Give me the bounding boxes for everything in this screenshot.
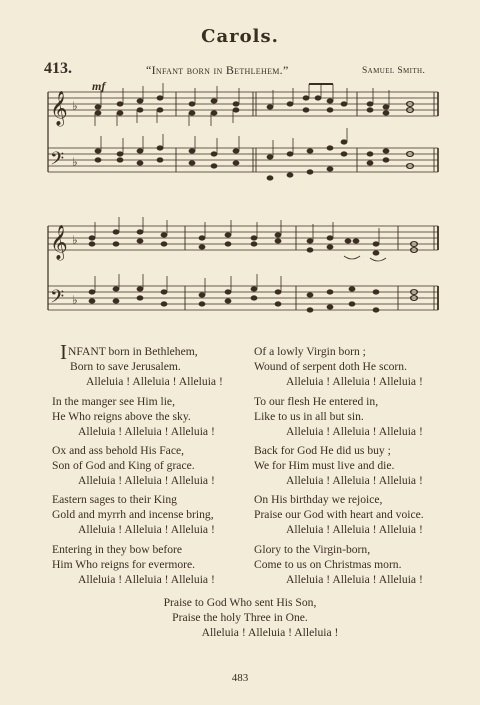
verse-line: Wound of serpent doth He scorn. <box>254 360 407 374</box>
treble-clef: 𝄞 <box>50 91 68 126</box>
hymn-title: “Infant born in Bethlehem.” <box>146 63 289 77</box>
verse-2 <box>52 394 215 440</box>
verse-refrain: Alleluia ! Alleluia ! Alleluia ! <box>286 375 423 389</box>
verse-refrain: Alleluia ! Alleluia ! Alleluia ! <box>286 425 423 439</box>
doxology <box>0 595 480 641</box>
verse-4 <box>52 492 215 538</box>
verse-line: Praise our God with heart and voice. <box>254 508 424 522</box>
page-number: 483 <box>231 672 249 684</box>
verse-line: He Who reigns above the sky. <box>52 410 191 424</box>
bass-staff <box>48 148 438 172</box>
hymn-number: 413. <box>44 60 72 77</box>
verse-line: In the manger see Him lie, <box>52 395 175 408</box>
verse-10 <box>254 542 423 588</box>
running-head: Carols. <box>201 26 279 47</box>
music-system-2 <box>0 212 480 324</box>
verse-line: Ox and ass behold His Face, <box>52 444 185 457</box>
verse-refrain: Alleluia ! Alleluia ! Alleluia ! <box>78 474 215 488</box>
verse-line: Gold and myrrh and incense bring, <box>52 508 214 522</box>
doxology-refrain: Alleluia ! Alleluia ! Alleluia ! <box>201 626 339 640</box>
verse-line: Entering in they bow before <box>52 543 183 556</box>
verse-5 <box>52 542 215 588</box>
verse-1 <box>60 340 223 390</box>
verse-line: Of a lowly Virgin born ; <box>254 345 366 358</box>
doxology-line: Praise to God Who sent His Son, <box>163 596 317 609</box>
dynamic-marking: mf <box>92 79 106 93</box>
bass-clef: 𝄢 <box>50 149 65 174</box>
verse-refrain: Alleluia ! Alleluia ! Alleluia ! <box>286 523 423 537</box>
verse-line: Eastern sages to their King <box>52 493 177 506</box>
verse-line: Him Who reigns for evermore. <box>52 558 196 572</box>
verse-line: On His birthday we rejoice, <box>254 493 383 506</box>
key-signature: ♭ <box>72 155 78 169</box>
verse-line: Born to save Jerusalem. <box>70 360 181 374</box>
drop-cap: I <box>60 340 67 364</box>
verse-refrain: Alleluia ! Alleluia ! Alleluia ! <box>286 474 423 488</box>
verse-line: Back for God He did us buy ; <box>254 444 391 457</box>
barlines <box>48 226 438 310</box>
key-signature: ♭ <box>72 99 78 113</box>
treble-staff <box>48 92 438 116</box>
verse-6 <box>254 344 423 390</box>
verse-line: Come to us on Christmas morn. <box>254 558 402 572</box>
bass-staff <box>48 286 438 310</box>
verse-refrain: Alleluia ! Alleluia ! Alleluia ! <box>78 425 215 439</box>
treble-clef: 𝄞 <box>50 225 68 260</box>
bass-clef: 𝄢 <box>50 287 65 312</box>
verse-3 <box>52 443 215 489</box>
verse-refrain: Alleluia ! Alleluia ! Alleluia ! <box>78 573 215 587</box>
key-signature: ♭ <box>72 293 78 307</box>
doxology-line: Praise the holy Three in One. <box>172 611 308 625</box>
music-system-1 <box>0 78 480 190</box>
verse-9 <box>254 492 424 538</box>
verse-line: INFANT born in Bethlehem, <box>60 340 198 364</box>
verse-line: We for Him must live and die. <box>254 459 395 473</box>
verse-8 <box>254 443 423 489</box>
verse-line: To our flesh He entered in, <box>254 395 379 408</box>
key-signature: ♭ <box>72 233 78 247</box>
verse-line: Like to us in all but sin. <box>254 410 364 424</box>
verse-7 <box>254 394 423 440</box>
verse-refrain: Alleluia ! Alleluia ! Alleluia ! <box>78 523 215 537</box>
verse-line: Glory to the Virgin-born, <box>254 543 371 556</box>
hymn-composer: Samuel Smith. <box>362 66 426 76</box>
treble-staff <box>48 226 438 250</box>
verse-line: Son of God and King of grace. <box>52 459 195 473</box>
verse-refrain: Alleluia ! Alleluia ! Alleluia ! <box>86 375 223 389</box>
verse-refrain: Alleluia ! Alleluia ! Alleluia ! <box>286 573 423 587</box>
